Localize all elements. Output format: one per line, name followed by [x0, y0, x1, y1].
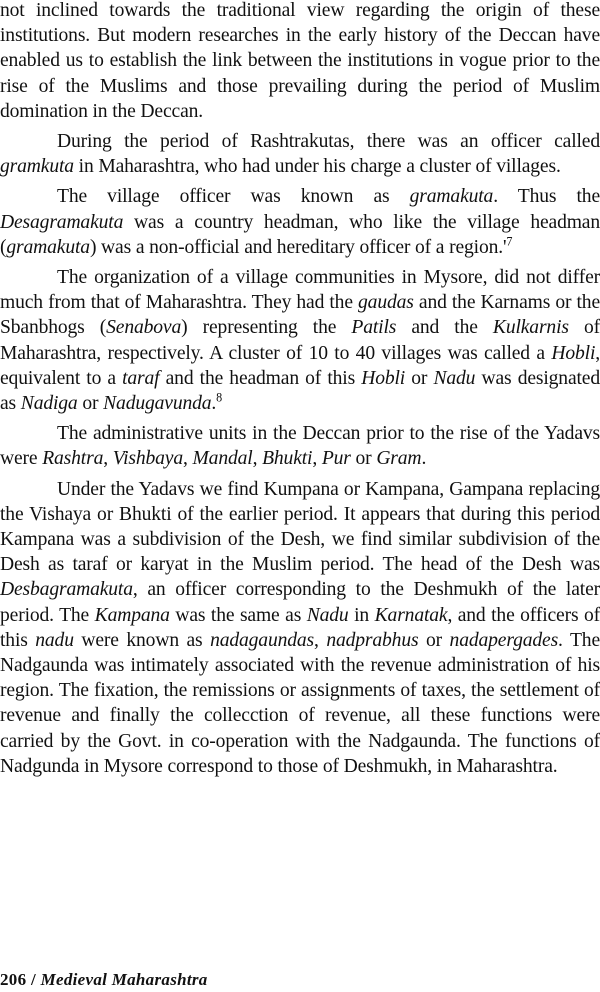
paragraph-4: The organization of a village communities in Mysore, did not differ much from that of Maharashtra. They had the gaudas and the Karnams or the Sbanbhogs (Senabova) representing the Patils and the Kulkarnis of Maharashtra, respectively. A cluster of 10 to 40 villages was called a Hobli, equivalent to a taraf and the headman of this Hobli or Nadu was designated as Nadiga or Nadugavunda.$^8$ [0, 267, 600, 415]
paragraph-2: During the period of Rashtrakutas, there was an officer called gramkuta in Maharashtra, who had under his charge a cluster of villages. [0, 131, 600, 178]
paragraph-3: The village officer was known as gramakuta. Thus the Desagramakuta was a country headman, who like the village headman (gramakuta) was a non-official and hereditary officer of a $region.'^7$ [0, 186, 600, 258]
paragraph-5: The administrative units in the Deccan prior to the rise of the Yadavs were Rashtra, Vishbaya, Mandal, Bhukti, Pur or Gram. [0, 423, 600, 470]
paragraph-6: Under the Yadavs we find Kumpana or Kampana, Gampana replacing the Vishaya or Bhukti of the earlier period. It appears that during this period Kampana was a subdivision of the Desh, we find similar subdivision of the Desh as taraf or karyat in the Muslim period. The head of the Desh was Desbagramakuta, an officer corresponding to the Deshmukh of the later period. The Kampana was the same as Nadu in Karnatak, and the officers of this nadu were known as nadagaundas, nadprabhus or nadapergades. The Nadgaunda was intimately associated with the revenue administration of his region. The fixation, the remissions or assignments of taxes, the settlement of revenue and finally the collecction of revenue, all these functions were carried by the Govt. in co-operation with the Nadgaunda. The functions of Nadgunda in Mysore correspond to those of Deshmukh, in Maharashtra. [0, 478, 600, 777]
book-title: Medieval Maharashtra [40, 970, 208, 989]
paragraph-1: not inclined towards the traditional view regarding the origin of these institutions. But modern researches in the early history of the Deccan have enabled us to establish the link between the institutions in vogue prior to the rise of the Muslims and those prevailing during the period of Muslim domination in the Deccan. [0, 0, 600, 122]
page-number: 206 [0, 970, 27, 989]
page-footer [0, 970, 208, 990]
footer-separator: / [30, 970, 36, 989]
